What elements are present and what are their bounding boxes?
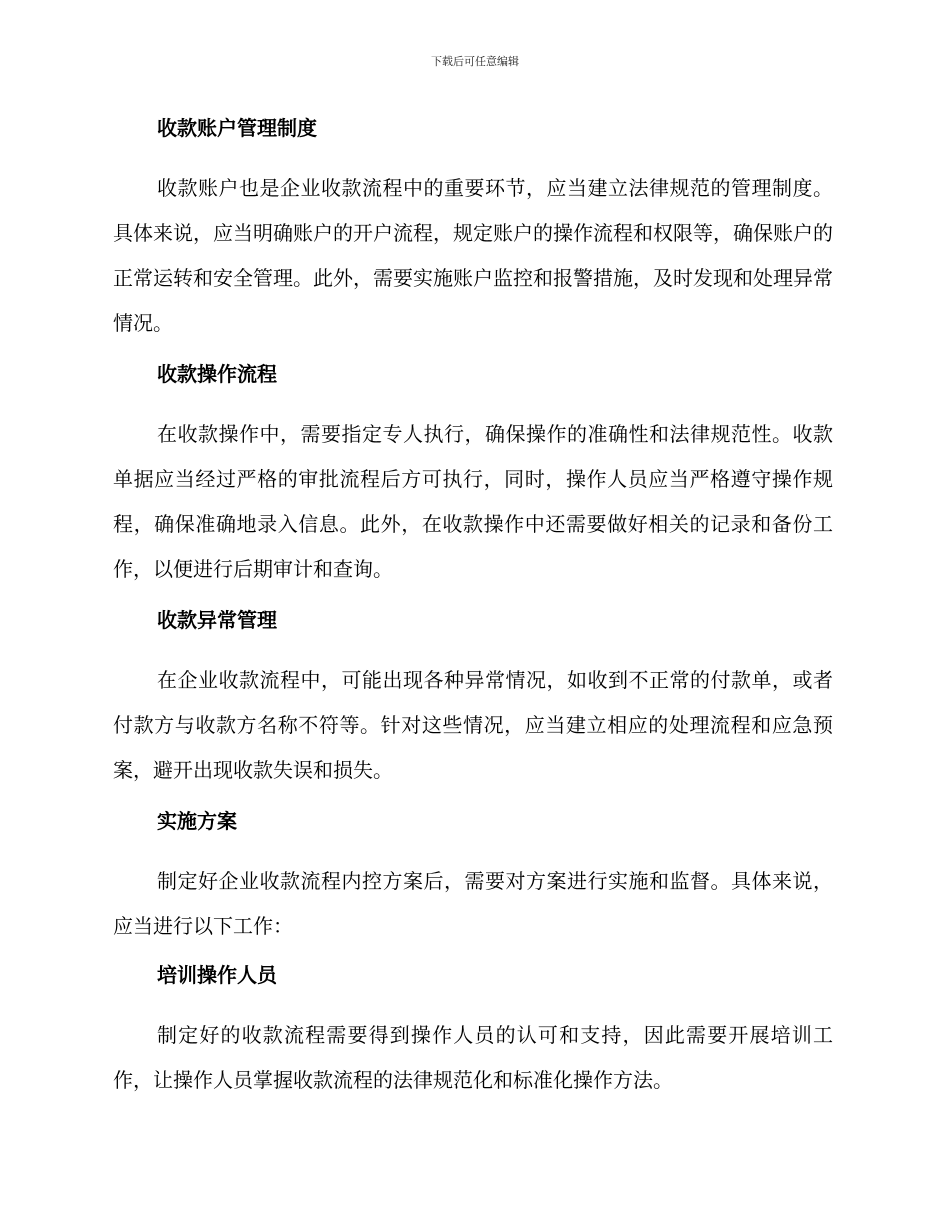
section-paragraph: 制定好的收款流程需要得到操作人员的认可和支持，因此需要开展培训工作，让操作人员掌握收款流程的法律规范化和标准化操作方法。 xyxy=(113,1023,833,1092)
section-heading: 收款异常管理 xyxy=(157,608,277,632)
section-paragraph: 在企业收款流程中，可能出现各种异常情况，如收到不正常的付款单，或者付款方与收款方名称不符等。针对这些情况，应当建立相应的处理流程和应急预案，避开出现收款失误和损失。 xyxy=(113,668,833,782)
section-heading: 实施方案 xyxy=(157,809,237,833)
page-header: 下载后可任意编辑 xyxy=(431,55,519,68)
section-heading: 培训操作人员 xyxy=(157,963,277,987)
section-heading: 收款账户管理制度 xyxy=(157,116,317,140)
section-paragraph: 收款账户也是企业收款流程中的重要环节，应当建立法律规范的管理制度。具体来说，应当明确账户的开户流程，规定账户的操作流程和权限等，确保账户的正常运转和安全管理。此外，需要实施账户监控和报警措施，及时发现和处理异常情况。 xyxy=(113,176,833,335)
section-paragraph: 制定好企业收款流程内控方案后，需要对方案进行实施和监督。具体来说，应当进行以下工作： xyxy=(113,869,833,938)
section-exception-management xyxy=(113,604,833,793)
section-account-management xyxy=(113,112,833,346)
section-paragraph: 在收款操作中，需要指定专人执行，确保操作的准确性和法律规范性。收款单据应当经过严格的审批流程后方可执行，同时，操作人员应当严格遵守操作规程，确保准确地录入信息。此外，在收款操作中还需要做好相关的记录和备份工作，以便进行后期审计和查询。 xyxy=(113,422,833,581)
section-staff-training xyxy=(113,959,833,1103)
section-operation-process xyxy=(113,358,833,592)
section-implementation-plan xyxy=(113,805,833,949)
document-body xyxy=(113,112,833,1109)
section-heading: 收款操作流程 xyxy=(157,362,277,386)
